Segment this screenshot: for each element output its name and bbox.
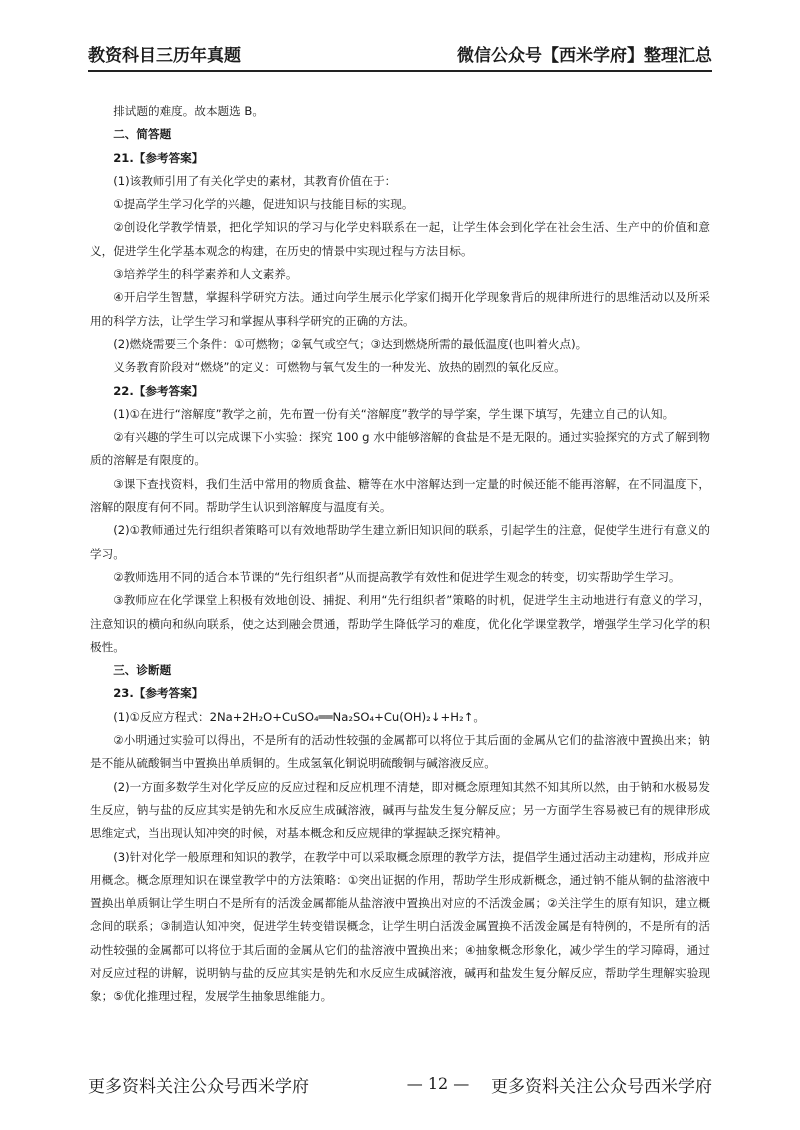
q22-paragraph: ②教师选用不同的适合本节课的“先行组织者”从而提高教学有效性和促进学生观念的转变，切实帮助学生学习。 xyxy=(113,569,681,584)
document-body xyxy=(90,100,710,1009)
q21-paragraph: (1)该教师引用了有关化学史的素材，其教育价值在于： xyxy=(113,173,397,188)
q21-paragraph: ②创设化学教学情景，把化学知识的学习与化学史料联系在一起，让学生体会到化学在社会生活、生产中的价值和意义，促进学生化学基本观念的构建，在历史的情景中实现过程与方法目标。 xyxy=(90,220,710,258)
q22-paragraph: (1)①在进行“溶解度”教学之前，先布置一份有关“溶解度”教学的导学案，学生课下填写，先建立自己的认知。 xyxy=(113,406,675,421)
header-right-title: 微信公众号【西米学府】整理汇总 xyxy=(457,46,712,66)
intro-text: 排试题的难度。故本题选 B。 xyxy=(113,104,264,118)
page-header xyxy=(88,40,712,72)
q21-heading: 21.【参考答案】 xyxy=(113,150,204,165)
q21-paragraph: ③培养学生的科学素养和人文素养。 xyxy=(113,267,298,282)
q21-paragraph: ④开启学生智慧，掌握科学研究方法。通过向学生展示化学家们揭开化学现象背后的规律所进行的思维活动以及所采用的科学方法，让学生学习和掌握从事科学研究的正确的方法。 xyxy=(90,290,710,328)
section-heading-diagnosis: 三、诊断题 xyxy=(113,663,172,678)
q23-paragraph: (1)①反应方程式：2Na+2H₂O+CuSO₄══Na₂SO₄+Cu(OH)₂↓+H₂↑。 xyxy=(113,709,485,724)
page-footer xyxy=(88,1072,712,1102)
q21-paragraph: 义务教育阶段对“燃烧”的定义：可燃物与氧气发生的一种发光、放热的剧烈的氧化反应。 xyxy=(113,360,566,375)
q21-paragraph: ①提高学生学习化学的兴趣，促进知识与技能目标的实现。 xyxy=(113,197,414,212)
q22-paragraph: ③教师应在化学课堂上积极有效地创设、捕捉、利用“先行组织者”策略的时机，促进学生主动地进行有意义的学习，注意知识的横向和纵向联系，使之达到融会贯通，帮助学生降低学习的难度，优化化学课堂教学，增强学生学习化学的积极性。 xyxy=(90,593,710,654)
q23-paragraph: ②小明通过实验可以得出，不是所有的活动性较强的金属都可以将位于其后面的金属从它们的盐溶液中置换出来；钠是不能从硫酸铜当中置换出单质铜的。生成氢氧化铜说明硫酸铜与碱溶液反应。 xyxy=(90,733,710,771)
q22-heading: 22.【参考答案】 xyxy=(113,383,204,398)
q22-paragraph: ③课下查找资料，我们生活中常用的物质食盐、糖等在水中溶解达到一定量的时候还能不能再溶解，在不同温度下，溶解的限度有何不同。帮助学生认识到溶解度与温度有关。 xyxy=(90,476,710,515)
q21-paragraph: (2)燃烧需要三个条件：①可燃物；②氧气或空气；③达到燃烧所需的最低温度(也叫着火点)。 xyxy=(113,336,588,351)
q22-paragraph: ②有兴趣的学生可以完成课下小实验：探究 100 g 水中能够溶解的食盐是不是无限的。通过实验探究的方式了解到物质的溶解是有限度的。 xyxy=(90,430,710,468)
q22-paragraph: (2)①教师通过先行组织者策略可以有效地帮助学生建立新旧知识间的联系，引起学生的注意，促使学生进行有意义的学习。 xyxy=(90,523,710,561)
q23-paragraph: (2)一方面多数学生对化学反应的反应过程和反应机理不清楚，即对概念原理知其然不知其所以然，由于钠和水极易发生反应，钠与盐的反应其实是钠先和水反应生成碱溶液，碱再与盐发生复分解反应；另一方面学生容易被已有的规律形成思维定式，当出现认知冲突的时候，对基本概念和反应规律的掌握缺乏探究精神。 xyxy=(90,779,710,841)
q23-paragraph: (3)针对化学一般原理和知识的教学，在教学中可以采取概念原理的教学方法，提倡学生通过活动主动建构，形成并应用概念。概念原理知识在课堂教学中的方法策略：①突出证据的作用，帮助学生形成新概念，通过钠不能从铜的盐溶液中置换出单质铜让学生明白不是所有的活泼金属都能从盐溶液中置换出对应的不活泼金属；②关注学生的原有知识，建立概念间的联系；③制造认知冲突，促进学生转变错误概念，让学生明白活泼金属置换不活泼金属是有特例的，不是所有的活动性较强的金属都可以将位于其后面的金属从它们的盐溶液中置换出来；④抽象概念形象化，减少学生的学习障碍，通过对反应过程的讲解，说明钠与盐的反应其实是钠先和水反应生成碱溶液，碱再和盐发生复分解反应，帮助学生理解实验现象；⑤优化推理过程，发展学生抽象思维能力。 xyxy=(90,849,710,1004)
footer-right-text: 更多资料关注公众号西米学府 xyxy=(491,1077,712,1097)
q23-heading: 23.【参考答案】 xyxy=(113,686,204,701)
section-heading-short-answer: 二、简答题 xyxy=(113,127,172,142)
footer-left-text: 更多资料关注公众号西米学府 xyxy=(88,1077,309,1097)
header-left-title: 教资科目三历年真题 xyxy=(88,46,241,66)
page-number: — 12 — xyxy=(406,1074,470,1093)
